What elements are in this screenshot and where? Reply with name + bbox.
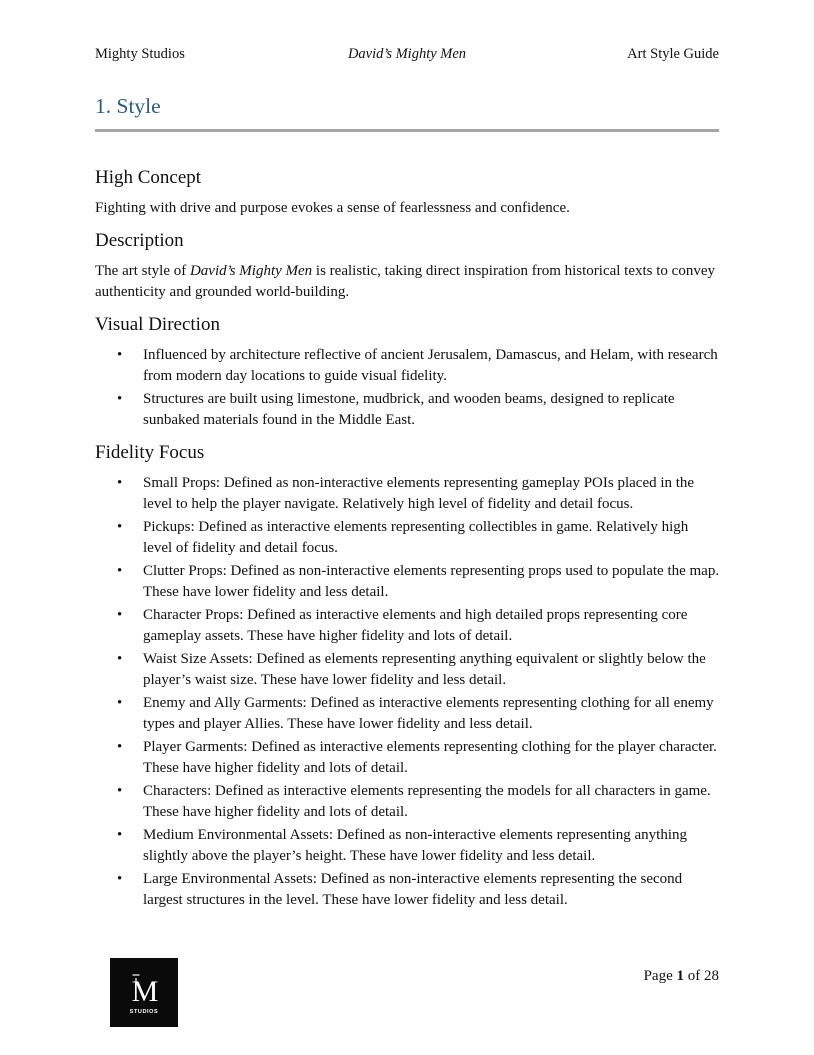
list-item-text: Clutter Props: Defined as non-interactive elements representing props used to populate the map. These have lower fidelity and less detail. — [143, 562, 720, 600]
bullet-icon: • — [117, 390, 123, 407]
bullet-icon: • — [117, 694, 123, 711]
list-item-text: Influenced by architecture reflective of ancient Jerusalem, Damascus, and Helam, with research from modern day locations to guide visual fidelity. — [143, 346, 718, 384]
list-item-text: Medium Environmental Assets: Defined as non-interactive elements representing anything slightly above the player’s height. These have lower fidelity and less detail. — [143, 826, 688, 864]
list-item-text: Characters: Defined as interactive elements representing the models for all characters in game. These have higher fidelity and lots of detail. — [143, 782, 711, 820]
list-item — [95, 517, 721, 560]
list-item-text: Enemy and Ally Garments: Defined as interactive elements representing clothing for all enemy types and player Allies. These have lower fidelity and less detail. — [143, 694, 714, 732]
logo-mark-icon — [110, 958, 178, 1027]
page-number — [644, 968, 719, 985]
bullet-icon: • — [117, 562, 123, 579]
list-item — [95, 561, 721, 604]
high-concept-text: Fighting with drive and purpose evokes a sense of fearlessness and confidence. — [95, 200, 570, 216]
page-number-of: of — [684, 968, 704, 984]
header-document-title: Art Style Guide — [627, 46, 719, 62]
bullet-icon: • — [117, 870, 123, 887]
page-number-current: 1 — [676, 968, 684, 984]
bullet-icon: • — [117, 606, 123, 623]
list-item — [95, 781, 721, 824]
list-item-text: Pickups: Defined as interactive elements representing collectibles in game. Relatively high level of fidelity and detail focus. — [143, 518, 689, 556]
list-item — [95, 473, 721, 516]
list-item — [95, 389, 721, 432]
description-section — [95, 228, 721, 304]
bullet-icon: • — [117, 518, 123, 535]
description-text-end: is realistic, taking direct inspiration from historical texts to convey authenticity and grounded world-building. — [95, 262, 715, 300]
document-body — [95, 165, 721, 920]
list-item — [95, 693, 721, 736]
visual-direction-list — [95, 345, 721, 432]
mighty-studios-logo — [110, 958, 178, 1027]
logo-caption: STUDIOS — [129, 1009, 159, 1015]
description-text — [95, 261, 721, 304]
list-item-text: Waist Size Assets: Defined as elements representing anything equivalent or slightly below the player’s waist size. These have lower fidelity and less detail. — [143, 650, 706, 688]
visual-direction-heading: Visual Direction — [95, 313, 220, 335]
page-number-prefix: Page — [643, 968, 677, 984]
description-text-start: The art style of — [95, 262, 190, 279]
title-rule — [95, 129, 719, 132]
bullet-icon: • — [117, 650, 123, 667]
description-game-title: David’s Mighty Men — [189, 262, 313, 279]
high-concept-section — [95, 165, 721, 220]
page-header — [95, 46, 719, 68]
fidelity-focus-list — [95, 473, 721, 912]
bullet-icon: • — [117, 782, 123, 799]
bullet-icon: • — [117, 474, 123, 491]
page-number-total: 28 — [704, 968, 719, 984]
high-concept-heading: High Concept — [95, 167, 202, 188]
list-item-text: Structures are built using limestone, mudbrick, and wooden beams, designed to replicate sunbaked materials found in the Middle East. — [143, 390, 675, 428]
list-item — [95, 345, 721, 388]
list-item — [95, 737, 721, 780]
logo-letter: M — [131, 975, 159, 1008]
list-item-text: Player Garments: Defined as interactive elements representing clothing for the player character. These have higher fidelity and lots of detail. — [143, 738, 717, 776]
description-heading: Description — [95, 229, 184, 251]
bullet-icon: • — [117, 826, 123, 843]
list-item-text: Small Props: Defined as non-interactive elements representing gameplay POIs placed in the level to help the player navigate. Relatively high level of fidelity and detail focus. — [143, 474, 695, 512]
list-item-text: Large Environmental Assets: Defined as non-interactive elements representing the second largest structures in the level. These have lower fidelity and less detail. — [143, 870, 683, 908]
list-item — [95, 825, 721, 868]
list-item — [95, 649, 721, 692]
fidelity-focus-section — [95, 440, 721, 912]
section-title: 1. Style — [95, 94, 161, 118]
visual-direction-section — [95, 312, 721, 432]
header-company: Mighty Studios — [95, 46, 185, 62]
list-item — [95, 605, 721, 648]
list-item — [95, 869, 721, 912]
list-item-text: Character Props: Defined as interactive elements and high detailed props representing core gameplay assets. These have higher fidelity and lots of detail. — [143, 606, 688, 644]
bullet-icon: • — [117, 738, 123, 755]
fidelity-focus-heading: Fidelity Focus — [95, 441, 205, 463]
header-game-title: David’s Mighty Men — [347, 46, 467, 62]
bullet-icon: • — [117, 346, 123, 363]
